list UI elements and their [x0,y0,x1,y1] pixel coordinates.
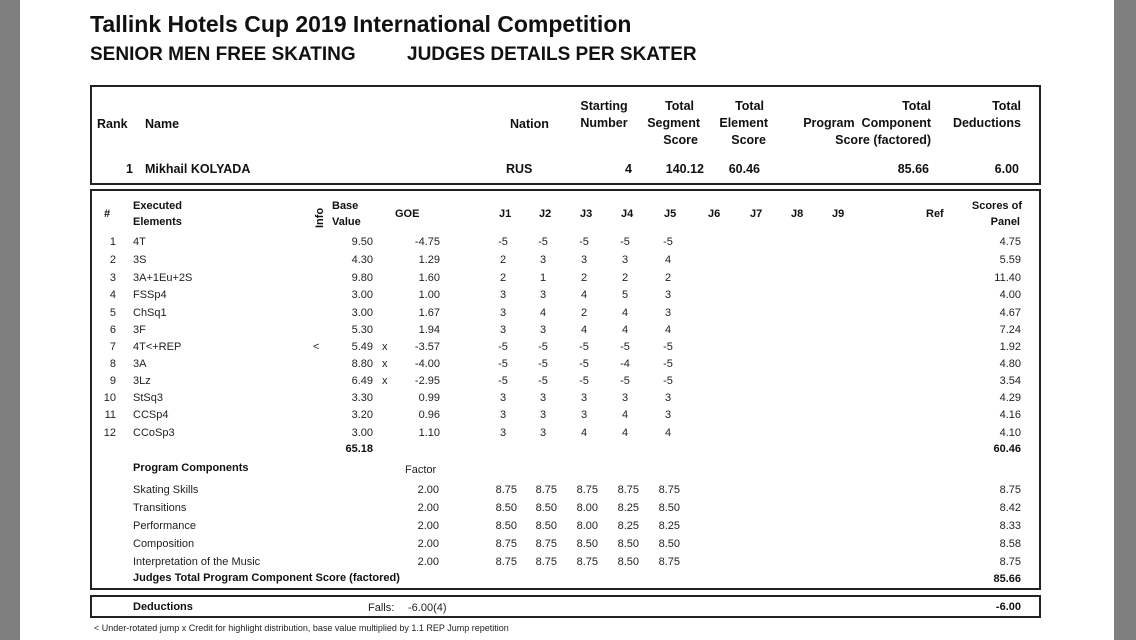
judge-3-component-score: 8.75 [576,484,598,496]
element-code: FSSp4 [133,289,167,301]
col-header-judge-4: J4 [621,208,634,220]
judge-1-component-score: 8.75 [495,484,517,496]
judge-3-component-score: 8.75 [576,556,598,568]
element-number: 4 [109,289,116,301]
element-goe: -3.57 [414,341,440,353]
element-base-value: 9.50 [351,236,373,248]
element-number: 9 [109,375,116,387]
judge-2-score: 3 [539,427,547,439]
judge-4-component-score: 8.50 [617,556,639,568]
judge-2-score: 3 [539,289,547,301]
element-base-value: 8.80 [351,358,373,370]
element-panel-score: 4.10 [999,427,1021,439]
header-nation: Nation [510,117,549,131]
col-header-judge-9: J9 [832,208,845,220]
judge-4-component-score: 8.25 [617,520,639,532]
element-code: CCSp4 [133,409,169,421]
skater-rank: 1 [126,162,133,176]
element-base-value: 3.30 [351,392,373,404]
judges-details-box [90,189,1041,590]
judge-5-component-score: 8.25 [658,520,680,532]
element-base-value: 9.80 [351,272,373,284]
judge-4-score: -5 [620,375,630,387]
judge-2-component-score: 8.75 [535,538,557,550]
judge-5-score: 3 [664,289,672,301]
left-margin-bar [0,0,20,640]
col-header-base-value: Base Value [332,200,361,228]
judge-3-score: 2 [580,272,588,284]
judge-1-component-score: 8.75 [495,556,517,568]
component-name: Skating Skills [133,484,199,496]
judge-3-score: 3 [580,392,588,404]
element-base-value: 3.00 [351,427,373,439]
element-panel-score: 5.59 [999,254,1021,266]
judge-3-score: 4 [580,289,588,301]
element-base-value: 4.30 [351,254,373,266]
col-header-executed-elements: Executed Elements [133,200,182,228]
judge-1-score: 2 [499,272,507,284]
element-code: 3F [133,324,146,336]
component-factor: 2.00 [417,502,439,514]
skater-name: Mikhail KOLYADA [145,162,251,176]
deductions-box [90,595,1041,618]
judge-3-score: 4 [580,427,588,439]
element-base-value: 3.00 [351,307,373,319]
element-goe: -4.75 [414,236,440,248]
judge-2-component-score: 8.50 [535,502,557,514]
segment-title: SENIOR MEN FREE SKATING [90,44,356,65]
component-panel-score: 8.58 [999,538,1021,550]
program-components-header: Program Components [133,462,249,474]
judge-4-score: 5 [621,289,629,301]
element-goe: 0.99 [418,392,440,404]
judge-3-score: -5 [579,236,589,248]
judge-5-score: -5 [663,375,673,387]
element-goe: 1.60 [418,272,440,284]
base-value-total: 65.18 [345,443,373,455]
pcs-total-label: Judges Total Program Component Score (factored) [133,572,400,584]
judge-4-score: 4 [621,307,629,319]
judge-2-score: 3 [539,324,547,336]
col-header-number: # [104,208,111,220]
pcs-total-value: 85.66 [993,573,1021,585]
element-goe: 1.67 [418,307,440,319]
judge-5-component-score: 8.50 [658,538,680,550]
component-panel-score: 8.33 [999,520,1021,532]
element-panel-score: 4.75 [999,236,1021,248]
judge-2-score: -5 [538,236,548,248]
element-number: 8 [109,358,116,370]
judge-5-score: 4 [664,427,672,439]
element-goe: 1.94 [418,324,440,336]
judge-2-score: -5 [538,341,548,353]
element-base-value: 5.49 [351,341,373,353]
element-code: StSq3 [133,392,163,404]
element-code: 4T<+REP [133,341,182,353]
skater-total-segment-score: 140.12 [665,162,704,176]
element-goe: 1.00 [418,289,440,301]
element-panel-score: 1.92 [999,341,1021,353]
judge-4-score: -5 [620,236,630,248]
judge-2-score: -5 [538,358,548,370]
element-code: 3A+1Eu+2S [133,272,193,284]
judge-2-score: 3 [539,392,547,404]
judge-3-component-score: 8.50 [576,538,598,550]
component-name: Transitions [133,502,187,514]
element-bonus-flag: x [382,341,388,353]
judge-3-score: 3 [580,409,588,421]
judge-4-score: 3 [621,254,629,266]
right-margin-bar [1114,0,1136,640]
header-rank: Rank [97,117,128,131]
element-goe: 0.96 [418,409,440,421]
judge-5-score: 4 [664,324,672,336]
judge-4-component-score: 8.50 [617,538,639,550]
element-panel-score: 4.80 [999,358,1021,370]
header-total-program-component-score: Total Program Component Score (factored) [803,99,931,147]
element-goe: -4.00 [414,358,440,370]
component-panel-score: 8.42 [999,502,1021,514]
component-factor: 2.00 [417,538,439,550]
element-number: 5 [109,307,116,319]
judge-5-score: 4 [664,254,672,266]
component-factor: 2.00 [417,484,439,496]
score-sheet-page [20,0,1114,640]
element-goe: 1.29 [418,254,440,266]
element-base-value: 3.00 [351,289,373,301]
component-name: Composition [133,538,195,550]
judge-5-score: 2 [664,272,672,284]
col-header-judge-1: J1 [499,208,512,220]
col-header-info: Info [314,207,326,228]
element-panel-score: 3.54 [999,375,1021,387]
judge-1-score: 3 [499,409,507,421]
judge-3-score: 2 [580,307,588,319]
header-name: Name [145,117,180,131]
judge-1-score: 2 [499,254,507,266]
judge-5-score: 3 [664,307,672,319]
panel-elements-total: 60.46 [993,443,1021,455]
element-bonus-flag: x [382,358,388,370]
judge-2-score: 3 [539,254,547,266]
judge-1-score: 3 [499,289,507,301]
judge-5-component-score: 8.75 [658,484,680,496]
element-panel-score: 4.29 [999,392,1021,404]
judge-4-score: 3 [621,392,629,404]
element-number: 12 [103,427,116,439]
element-code: CCoSp3 [133,427,175,439]
col-header-judge-2: J2 [539,208,552,220]
element-bonus-flag: x [382,375,388,387]
skater-total-pcs: 85.66 [897,162,929,176]
element-base-value: 5.30 [351,324,373,336]
judge-5-score: -5 [663,358,673,370]
judge-1-score: -5 [498,236,508,248]
header-starting-number: Starting Number [580,99,628,130]
element-panel-score: 4.00 [999,289,1021,301]
col-header-ref: Ref [926,208,944,220]
falls-label: Falls: [368,602,395,614]
judge-5-score: -5 [663,341,673,353]
element-number: 6 [109,324,116,336]
judge-5-score: 3 [664,392,672,404]
judge-1-score: 3 [499,307,507,319]
col-header-goe: GOE [395,208,420,220]
judge-3-component-score: 8.00 [576,520,598,532]
component-factor: 2.00 [417,520,439,532]
element-number: 10 [103,392,116,404]
judge-3-score: -5 [579,358,589,370]
judge-2-score: 3 [539,409,547,421]
col-header-judge-6: J6 [708,208,721,220]
judge-5-score: -5 [663,236,673,248]
header-total-deductions: Total Deductions [952,99,1021,130]
deductions-total: -6.00 [995,601,1021,613]
col-header-judge-3: J3 [580,208,593,220]
judge-2-score: 1 [539,272,547,284]
judge-3-score: 3 [580,254,588,266]
judge-2-component-score: 8.75 [535,484,557,496]
element-goe: -2.95 [414,375,440,387]
judge-2-score: -5 [538,375,548,387]
falls-value: -6.00(4) [408,602,447,614]
judge-1-score: -5 [498,358,508,370]
judge-4-score: -4 [620,358,630,370]
element-code: 3A [133,358,147,370]
judge-1-score: 3 [499,392,507,404]
element-number: 3 [109,272,116,284]
element-goe: 1.10 [418,427,440,439]
judge-3-score: -5 [579,375,589,387]
element-panel-score: 11.40 [994,272,1021,284]
component-name: Performance [133,520,196,532]
header-total-element-score: Total Element Score [719,99,768,147]
element-number: 1 [109,236,116,248]
judge-1-component-score: 8.75 [495,538,517,550]
judge-3-score: -5 [579,341,589,353]
header-total-segment-score: Total Segment Score [647,99,700,147]
skater-total-element-score: 60.46 [728,162,760,176]
element-number: 11 [104,409,116,421]
col-header-judge-8: J8 [791,208,804,220]
judge-2-component-score: 8.75 [535,556,557,568]
judge-2-score: 4 [539,307,547,319]
skater-total-deductions: 6.00 [994,162,1019,176]
judge-5-score: 3 [664,409,672,421]
element-number: 2 [109,254,116,266]
judge-3-component-score: 8.00 [576,502,598,514]
judge-4-score: 2 [621,272,629,284]
judge-4-score: 4 [621,409,629,421]
abbreviations-legend: < Under-rotated jump x Credit for highlight distribution, base value multiplied by 1.1 REP Jump repetition [94,623,509,633]
element-base-value: 3.20 [351,409,373,421]
judge-5-component-score: 8.50 [658,502,680,514]
component-factor: 2.00 [417,556,439,568]
col-header-judge-7: J7 [750,208,763,220]
judge-1-score: 3 [499,427,507,439]
component-panel-score: 8.75 [999,484,1021,496]
judge-2-component-score: 8.50 [535,520,557,532]
judge-1-score: -5 [498,341,508,353]
element-code: 3Lz [133,375,151,387]
col-header-judge-5: J5 [664,208,677,220]
page-title: Tallink Hotels Cup 2019 International Competition [90,11,632,37]
judge-1-component-score: 8.50 [495,502,517,514]
element-code: ChSq1 [133,307,167,319]
element-panel-score: 4.67 [999,307,1021,319]
judge-4-score: 4 [621,427,629,439]
judge-4-component-score: 8.25 [617,502,639,514]
judge-4-score: -5 [620,341,630,353]
judge-3-score: 4 [580,324,588,336]
judge-1-score: -5 [498,375,508,387]
judge-1-component-score: 8.50 [495,520,517,532]
skater-nation: RUS [506,162,533,176]
judge-5-component-score: 8.75 [658,556,680,568]
col-header-scores-of-panel: Scores of Panel [971,200,1022,228]
element-info-flag: < [313,341,320,353]
element-code: 4T [133,236,146,248]
component-panel-score: 8.75 [999,556,1021,568]
judge-4-component-score: 8.75 [617,484,639,496]
factor-header: Factor [405,464,437,476]
skater-starting-number: 4 [625,162,632,176]
deductions-label: Deductions [133,601,193,613]
report-title: JUDGES DETAILS PER SKATER [407,44,697,65]
element-code: 3S [133,254,147,266]
judge-4-score: 4 [621,324,629,336]
element-base-value: 6.49 [351,375,373,387]
judge-1-score: 3 [499,324,507,336]
element-number: 7 [109,341,116,353]
element-panel-score: 4.16 [999,409,1021,421]
component-name: Interpretation of the Music [133,556,261,568]
element-panel-score: 7.24 [999,324,1021,336]
